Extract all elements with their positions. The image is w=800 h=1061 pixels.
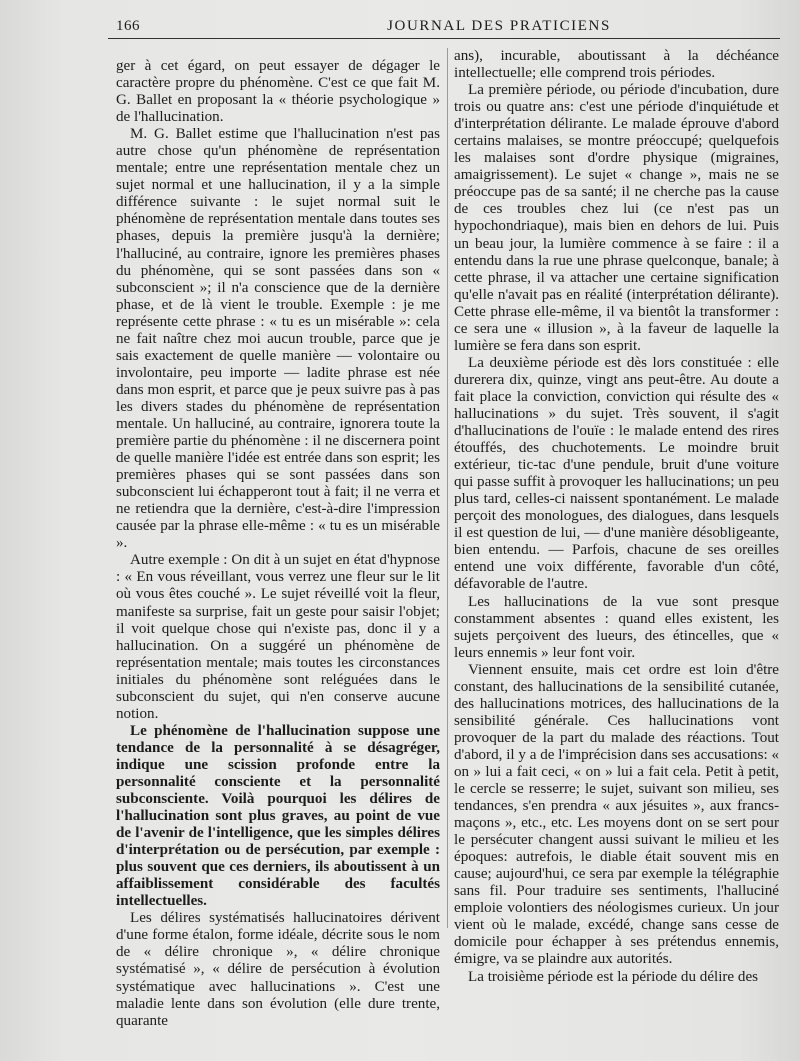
journal-title: JOURNAL DES PRATICIENS	[387, 18, 611, 34]
paragraph: ger à cet égard, on peut essayer de dégager le caractère propre du phénomène. C'est ce que fait M. G. Ballet en proposant la « théorie psychologique » de l'hallucination.	[116, 58, 440, 126]
paragraph: Viennent ensuite, mais cet ordre est loin d'être constant, des hallucinations de la sensibilité cutanée, des hallucinations motrices, des hallucinations de la sensibilité générale. Ces hallucinations vont provoquer de la part du malade des réactions. Tout d'abord, il y a de l'imprécision dans ses accusations: « on » lui a fait ceci, « on » lui a fait cela. Petit à petit, le cercle se resserre; le sujet, suivant son milieu, ses tendances, s'en prendra « aux jésuites », aux francs-maçons », etc., etc. Les moyens dont on se sert pour le persécuter changent aussi suivant le milieu et les époques: autrefois, le diable était souvent mis en cause; aujourd'hui, ce sera par exemple la télégraphie sans fil. Pour traduire ses sentiments, l'halluciné emploie volontiers des néologismes curieux. Un jour vient où le malade, excédé, change sans cesse de domicile pour échapper à ses prétendus ennemis, émigre, va se plaindre aux autorités.	[454, 661, 779, 968]
left-column	[116, 58, 440, 1030]
paragraph: Autre exemple : On dit à un sujet en état d'hypnose : « En vous réveillant, vous verrez une fleur sur le lit où vous êtes couché ». Le sujet réveillé voit la fleur, manifeste sa surprise, fait un geste pour saisir l'objet; il voit quelque chose qui n'existe pas, donc il y a hallucination. On a suggéré un phénomène de représentation mentale; mais toutes les circonstances initiales du phénomène sont reléguées dans le subconscient du sujet, qui n'en conserve aucune notion.	[116, 552, 440, 722]
running-header	[108, 16, 780, 39]
paragraph: La deuxième période est dès lors constituée : elle durerera dix, quinze, vingt ans peut-être. Au doute a fait place la conviction, conviction qui résulte des « hallucinations » du sujet. Très souvent, il s'agit d'hallucinations de l'ouïe : le malade entend des rires étouffés, des chuchotements. Le moindre bruit extérieur, tic-tac d'une pendule, bruit d'une voiture qui passe suffit à provoquer les hallucinations; un peu plus tard, celles-ci naissent spontanément. Le malade perçoit des monologues, des dialogues, dans lesquels il est question de lui, — d'une manière désobligeante, bien entendu. — Parfois, chacune de ses oreilles entend une voix différente, favorable d'un côté, défavorable de l'autre.	[454, 354, 780, 593]
paragraph: La troisième période est la période du délire des	[468, 968, 759, 985]
paragraph: Les hallucinations de la vue sont presque constamment absentes : quand elles existent, les sujets perçoivent des lueurs, des étincelles, que « leurs ennemis » leur font voir.	[454, 593, 779, 661]
paragraph: M. G. Ballet estime que l'hallucination n'est pas autre chose qu'un phénomène de représentation mentale; entre une représentation mentale chez un sujet normal et une hallucination, il y a la simple différence suivante : le sujet normal suit le phénomène de représentation mentale dans toutes ses phases, depuis la première jusqu'à la dernière; l'halluciné, au contraire, ignore les premières phases du phénomène, qui se sont passées dans son « subconscient »; il n'a conscience que de la dernière phase, et de là vient le trouble. Exemple : je me représente cette phrase : « tu es un misérable »: cela ne fait naître chez moi aucun trouble, parce que je sais exactement de quelle manière — volontaire ou involontaire, peu importe — ladite phrase est née dans mon esprit, et parce que je peux suivre pas à pas les divers stades du phénomène de représentation mentale. Un halluciné, au contraire, ignorera toute la première partie du phénomène : il ne discernera point de quelle manière l'idée est entrée dans son esprit; les premières phases qui se sont passées dans son subconscient lui échapperont tout à fait; il ne verra et ne retiendra que la dernière, c'est-à-dire l'impression causée par la phrase elle-même : « tu es un misérable ».	[116, 126, 440, 552]
page-number: 166	[116, 18, 140, 34]
right-column	[454, 48, 779, 986]
paragraph: Les délires systématisés hallucinatoires dérivent d'une forme étalon, forme idéale, décrite sous le nom de « délire chronique », « délire chronique systématisé », « délire de persécution à évolution systématique avec hallucinations ». C'est une maladie lente dans son évolution (elle dure trente, quarante	[116, 910, 440, 1029]
paragraph: Le phénomène de l'hallucination suppose une tendance de la personnalité à se désagréger, indique une scission profonde entre la personnalité consciente et la personnalité subconsciente. Voilà pourquoi les délires de l'hallucination sont plus graves, au point de vue de l'avenir de l'intelligence, que les simples délires d'interprétation ou de persécution, par exemple : plus souvent que ces derniers, ils aboutissent à un affaiblissement considérable des facultés intellectuelles.	[116, 722, 440, 910]
column-divider	[447, 48, 448, 928]
paragraph: La première période, ou période d'incubation, dure trois ou quatre ans: c'est une période d'inquiétude et d'interprétation délirante. Le malade éprouve d'abord certains malaises, se montre préoccupé; quelquefois les malaises sont d'ordre physique (migraines, amaigrissement). Le sujet « change », mais ne se préoccupe pas de sa santé; il ne cherche pas la cause de ces troubles chez lui (ce n'est pas un hypochondriaque), mais bien en dehors de lui. Puis un beau jour, la lumière commence à se faire : il a entendu dans la rue une phrase quelconque, banale; à cette phrase, il va attacher une certaine signification qu'elle n'avait pas en réalité (interprétation délirante). Cette phrase elle-même, il va bientôt la transformer : ce sera une « illusion », à la faveur de laquelle la lumière se fera dans son esprit.	[454, 82, 779, 354]
paragraph: ans), incurable, aboutissant à la déchéance intellectuelle; elle comprend trois périodes.	[454, 48, 779, 82]
